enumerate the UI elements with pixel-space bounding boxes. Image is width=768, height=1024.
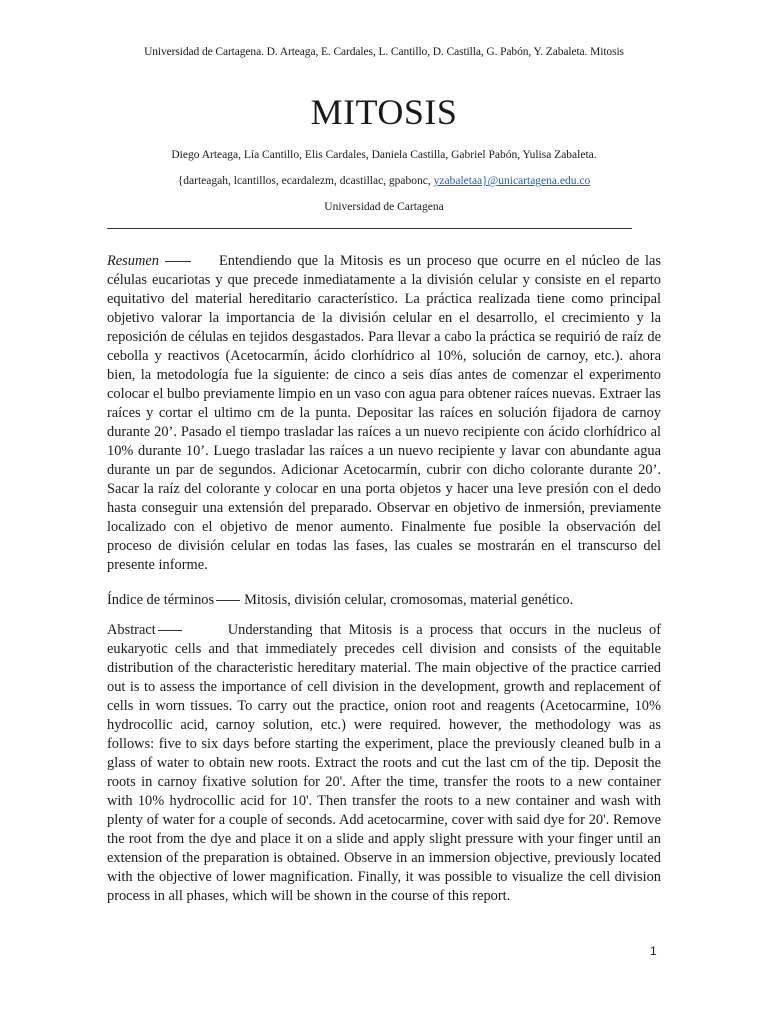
abstract-label: Abstract: [107, 622, 156, 638]
abstract-dash: [158, 630, 182, 631]
abstract-text: Understanding that Mitosis is a process that occurs in the nucleus of eukaryotic cells and that immediately precedes cell division and consists of the equitable distribution of the characteristic hereditary material. The main objective of the practice carried out is to assess the importance of cell division in the development, growth and replacement of cells in worn tissues. To carry out the practice, onion root and reagents (Acetocarmine, 10% hydrocollic acid, carnoy solution, etc.) were required. however, the methodology was as follows: five to six days before starting the experiment, place the previously cleaned bulb in a glass of water to obtain new roots. Extract the roots and cut the last cm of the tip. Deposit the roots in carnoy fixative solution for 20'. After the time, transfer the roots to a new container with 10% hydrocollic acid for 10'. Then transfer the roots to a new container and wash with plenty of water for a couple of seconds. Add acetocarmine, cover with said dye for 20'. Remove the root from the dye and place it on a slide and apply slight pressure with your finger until an extension of the preparation is obtained. Observe in an immersion objective, previously located with the objective of lower magnification. Finally, it was possible to visualize the cell division process in all phases, which will be shown in the course of this report.: [107, 622, 661, 904]
resumen-dash: [165, 261, 191, 262]
indice-paragraph: [107, 591, 661, 610]
header-divider: [107, 228, 632, 229]
indice-dash: [216, 600, 240, 601]
email-link[interactable]: yzabaletaa}@unicartagena.edu.co: [433, 175, 591, 187]
affiliation: Universidad de Cartagena: [324, 201, 444, 213]
author-list: Diego Arteaga, Lía Cantillo, Elis Cardales, Daniela Castilla, Gabriel Pabón, Yulisa Zabaleta.: [171, 149, 597, 161]
paper-title: MITOSIS: [310, 92, 458, 132]
email-prefix: {darteagah, lcantillos, ecardalezm, dcastillac, gpabonc,: [177, 175, 434, 187]
running-header: Universidad de Cartagena. D. Arteaga, E. Cardales, L. Cantillo, D. Castilla, G. Pabón, Y. Zabaleta. Mitosis: [144, 46, 624, 58]
indice-label: Índice de términos: [107, 592, 215, 608]
abstract-paragraph: [107, 621, 661, 906]
page-number: 1: [650, 944, 657, 958]
resumen-paragraph: [107, 252, 661, 575]
resumen-label: Resumen: [107, 253, 159, 269]
resumen-text: Entendiendo que la Mitosis es un proceso que ocurre en el núcleo de las células eucariotas y que precede inmediatamente a la división celular y consiste en el reparto equitativo del material hereditario característico. La práctica realizada tiene como principal objetivo valorar la importancia de la división celular en el desarrollo, el crecimiento y la reposición de células en tejidos desgastados. Para llevar a cabo la práctica se requirió de raíz de cebolla y reactivos (Acetocarmín, ácido clorhídrico al 10%, solución de carnoy, etc.). ahora bien, la metodología fue la siguiente: de cinco a seis días antes de comenzar el experimento colocar el bulbo previamente limpio en un vaso con agua para obtener raíces nuevas. Extraer las raíces y cortar el ultimo cm de la punta. Depositar las raíces en solución fijadora de carnoy durante 20’. Pasado el tiempo trasladar las raíces a un nuevo recipiente con ácido clorhídrico al 10% durante 10’. Luego trasladar las raíces a un nuevo recipiente y lavar con abundante agua durante un par de segundos. Adicionar Acetocarmín, cubrir con dicho colorante durante 20’. Sacar la raíz del colorante y colocar en una porta objetos y hacer una leve presión con el dedo hasta conseguir una extensión del preparado. Observar en objetivo de inmersión, previamente localizado con el objetivo de menor aumento. Finalmente fue posible la observación del proceso de división celular en todas las fases, las cuales se mostrarán en el transcurso del presente informe.: [107, 253, 661, 573]
author-emails: [0, 175, 768, 187]
indice-text: Mitosis, división celular, cromosomas, material genético.: [244, 592, 574, 608]
